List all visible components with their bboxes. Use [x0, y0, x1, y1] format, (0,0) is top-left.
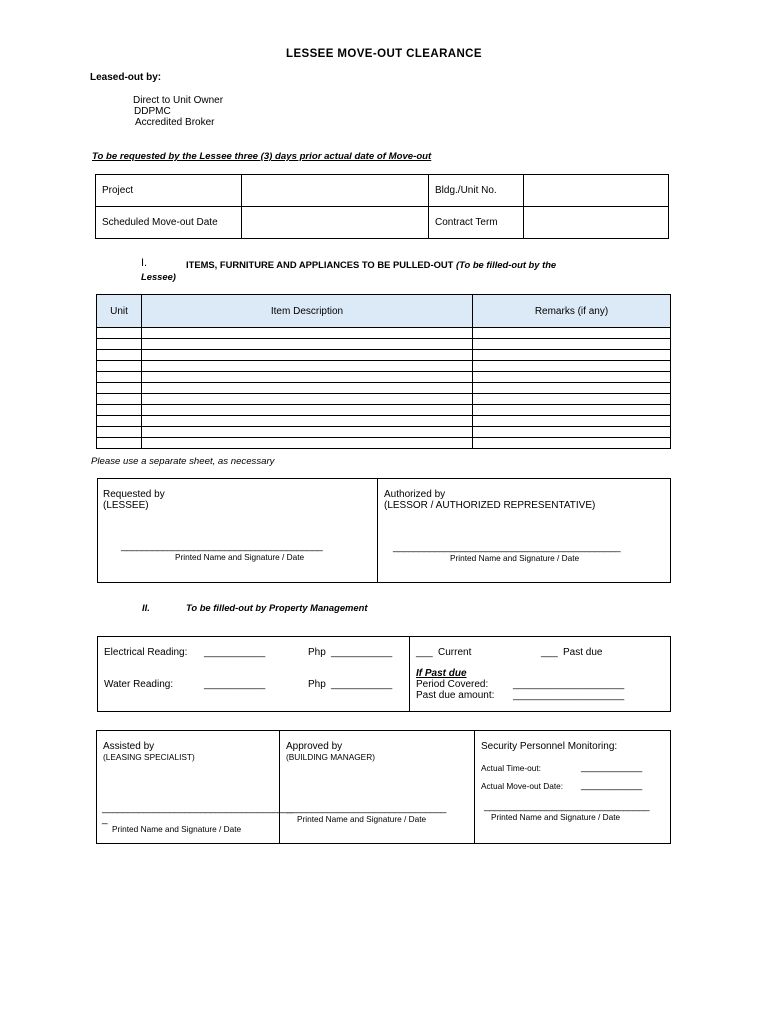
- remarks-cell[interactable]: [473, 383, 671, 394]
- leasing-specialist-signature-tail: _: [102, 814, 108, 825]
- item-description-cell[interactable]: [142, 394, 473, 405]
- if-past-due-label: If Past due: [416, 668, 467, 679]
- past-due-amount-label: Past due amount:: [416, 690, 495, 701]
- lessor-signature-line[interactable]: ____________________________________________: [393, 542, 621, 553]
- option-ddpmc: DDPMC: [134, 106, 171, 117]
- bldg-unit-field[interactable]: [524, 175, 669, 207]
- remarks-cell[interactable]: [473, 394, 671, 405]
- table-row: [97, 372, 671, 383]
- table-row: [97, 405, 671, 416]
- approved-role: (BUILDING MANAGER): [286, 752, 375, 762]
- project-label: Project: [96, 175, 242, 207]
- col-unit: Unit: [97, 295, 142, 328]
- table-row: [97, 394, 671, 405]
- unit-cell[interactable]: [97, 339, 142, 350]
- unit-cell[interactable]: [97, 394, 142, 405]
- authorized-by-label: Authorized by: [384, 489, 446, 500]
- table-row: [97, 339, 671, 350]
- remarks-cell[interactable]: [473, 350, 671, 361]
- security-caption: Printed Name and Signature / Date: [491, 812, 621, 822]
- readings-divider: [409, 636, 410, 712]
- authorized-role: (LESSOR / AUTHORIZED REPRESENTATIVE): [384, 500, 596, 511]
- item-description-cell[interactable]: [142, 416, 473, 427]
- remarks-cell[interactable]: [473, 438, 671, 449]
- item-description-cell[interactable]: [142, 339, 473, 350]
- remarks-cell[interactable]: [473, 372, 671, 383]
- actual-moveout-date-field[interactable]: ___________: [581, 780, 643, 791]
- moveout-date-field[interactable]: [242, 207, 429, 239]
- assisted-role: (LEASING SPECIALIST): [103, 752, 195, 762]
- item-description-cell[interactable]: [142, 350, 473, 361]
- actual-time-out-field[interactable]: ___________: [581, 762, 643, 773]
- option-accredited-broker: Accredited Broker: [135, 117, 215, 128]
- remarks-cell[interactable]: [473, 427, 671, 438]
- water-reading-label: Water Reading:: [104, 679, 174, 690]
- project-info-table: [95, 174, 669, 239]
- signature-divider-2b: [474, 730, 475, 844]
- section2-number: II.: [142, 602, 150, 613]
- section1-note: (To be filled-out by the: [455, 259, 557, 270]
- approved-by-label: Approved by: [286, 741, 343, 752]
- water-reading-field[interactable]: ___________: [204, 679, 266, 690]
- past-due-amount-field[interactable]: ____________________: [513, 690, 625, 701]
- item-description-cell[interactable]: [142, 328, 473, 339]
- lessor-signature-caption: Printed Name and Signature / Date: [450, 553, 580, 563]
- lessee-signature-caption: Printed Name and Signature / Date: [175, 552, 305, 562]
- current-label: Current: [438, 647, 472, 658]
- col-item-description: Item Description: [142, 295, 473, 328]
- leased-out-label: Leased-out by:: [90, 72, 162, 83]
- period-covered-field[interactable]: ____________________: [513, 679, 625, 690]
- remarks-cell[interactable]: [473, 361, 671, 372]
- security-signature-line[interactable]: ________________________________: [484, 801, 650, 812]
- lessee-signature-line[interactable]: _______________________________________: [121, 541, 323, 552]
- form-title: LESSEE MOVE-OUT CLEARANCE: [286, 48, 482, 60]
- current-checkbox[interactable]: ___: [416, 647, 433, 658]
- item-description-cell[interactable]: [142, 361, 473, 372]
- assisted-by-label: Assisted by: [103, 741, 155, 752]
- water-php-label: Php: [308, 679, 326, 690]
- electrical-php-field[interactable]: ___________: [331, 647, 393, 658]
- electrical-reading-field[interactable]: ___________: [204, 647, 266, 658]
- requested-by-label: Requested by: [103, 489, 165, 500]
- table-row: [97, 427, 671, 438]
- section1-note-cont: Lessee): [141, 271, 176, 282]
- table-row: [97, 438, 671, 449]
- past-due-checkbox[interactable]: ___: [541, 647, 558, 658]
- leasing-specialist-caption: Printed Name and Signature / Date: [112, 824, 242, 834]
- security-monitoring-label: Security Personnel Monitoring:: [481, 741, 618, 752]
- unit-cell[interactable]: [97, 372, 142, 383]
- request-note: To be requested by the Lessee three (3) days prior actual date of Move-out: [92, 151, 432, 162]
- table-row: [97, 383, 671, 394]
- project-field[interactable]: [242, 175, 429, 207]
- requested-role: (LESSEE): [103, 500, 149, 511]
- past-due-label: Past due: [563, 647, 603, 658]
- unit-cell[interactable]: [97, 427, 142, 438]
- remarks-cell[interactable]: [473, 405, 671, 416]
- period-covered-label: Period Covered:: [416, 679, 489, 690]
- remarks-cell[interactable]: [473, 328, 671, 339]
- section1-heading: [186, 259, 556, 270]
- bldg-unit-label: Bldg./Unit No.: [429, 175, 524, 207]
- leasing-specialist-signature-line[interactable]: _____________________________________: [102, 803, 293, 814]
- remarks-cell[interactable]: [473, 416, 671, 427]
- actual-time-out-label: Actual Time-out:: [481, 763, 541, 773]
- building-manager-caption: Printed Name and Signature / Date: [297, 814, 427, 824]
- item-description-cell[interactable]: [142, 405, 473, 416]
- table-row: [97, 350, 671, 361]
- signature-divider-2a: [279, 730, 280, 844]
- contract-term-field[interactable]: [524, 207, 669, 239]
- electrical-php-label: Php: [308, 647, 326, 658]
- remarks-cell[interactable]: [473, 339, 671, 350]
- unit-cell[interactable]: [97, 383, 142, 394]
- table-row: [97, 416, 671, 427]
- unit-cell[interactable]: [97, 328, 142, 339]
- section1-title: ITEMS, FURNITURE AND APPLIANCES TO BE PULLED-OUT: [186, 259, 454, 270]
- unit-cell[interactable]: [97, 416, 142, 427]
- table-row: [97, 328, 671, 339]
- unit-cell[interactable]: [97, 405, 142, 416]
- electrical-reading-label: Electrical Reading:: [104, 647, 188, 658]
- option-direct-owner: Direct to Unit Owner: [133, 95, 224, 106]
- water-php-field[interactable]: ___________: [331, 679, 393, 690]
- separate-sheet-note: Please use a separate sheet, as necessary: [91, 456, 275, 467]
- moveout-date-label: Scheduled Move-out Date: [96, 207, 242, 239]
- unit-cell[interactable]: [97, 350, 142, 361]
- item-description-cell[interactable]: [142, 427, 473, 438]
- signature-divider-1: [377, 478, 378, 583]
- item-description-cell[interactable]: [142, 383, 473, 394]
- unit-cell[interactable]: [97, 438, 142, 449]
- contract-term-label: Contract Term: [429, 207, 524, 239]
- unit-cell[interactable]: [97, 361, 142, 372]
- item-description-cell[interactable]: [142, 438, 473, 449]
- item-description-cell[interactable]: [142, 372, 473, 383]
- col-remarks: Remarks (if any): [473, 295, 671, 328]
- table-row: [97, 361, 671, 372]
- building-manager-signature-line[interactable]: _______________________________: [286, 803, 447, 814]
- actual-moveout-date-label: Actual Move-out Date:: [481, 781, 564, 791]
- items-table: [96, 294, 671, 449]
- section1-number: I.: [141, 257, 148, 269]
- section2-heading: To be filled-out by Property Management: [186, 602, 368, 613]
